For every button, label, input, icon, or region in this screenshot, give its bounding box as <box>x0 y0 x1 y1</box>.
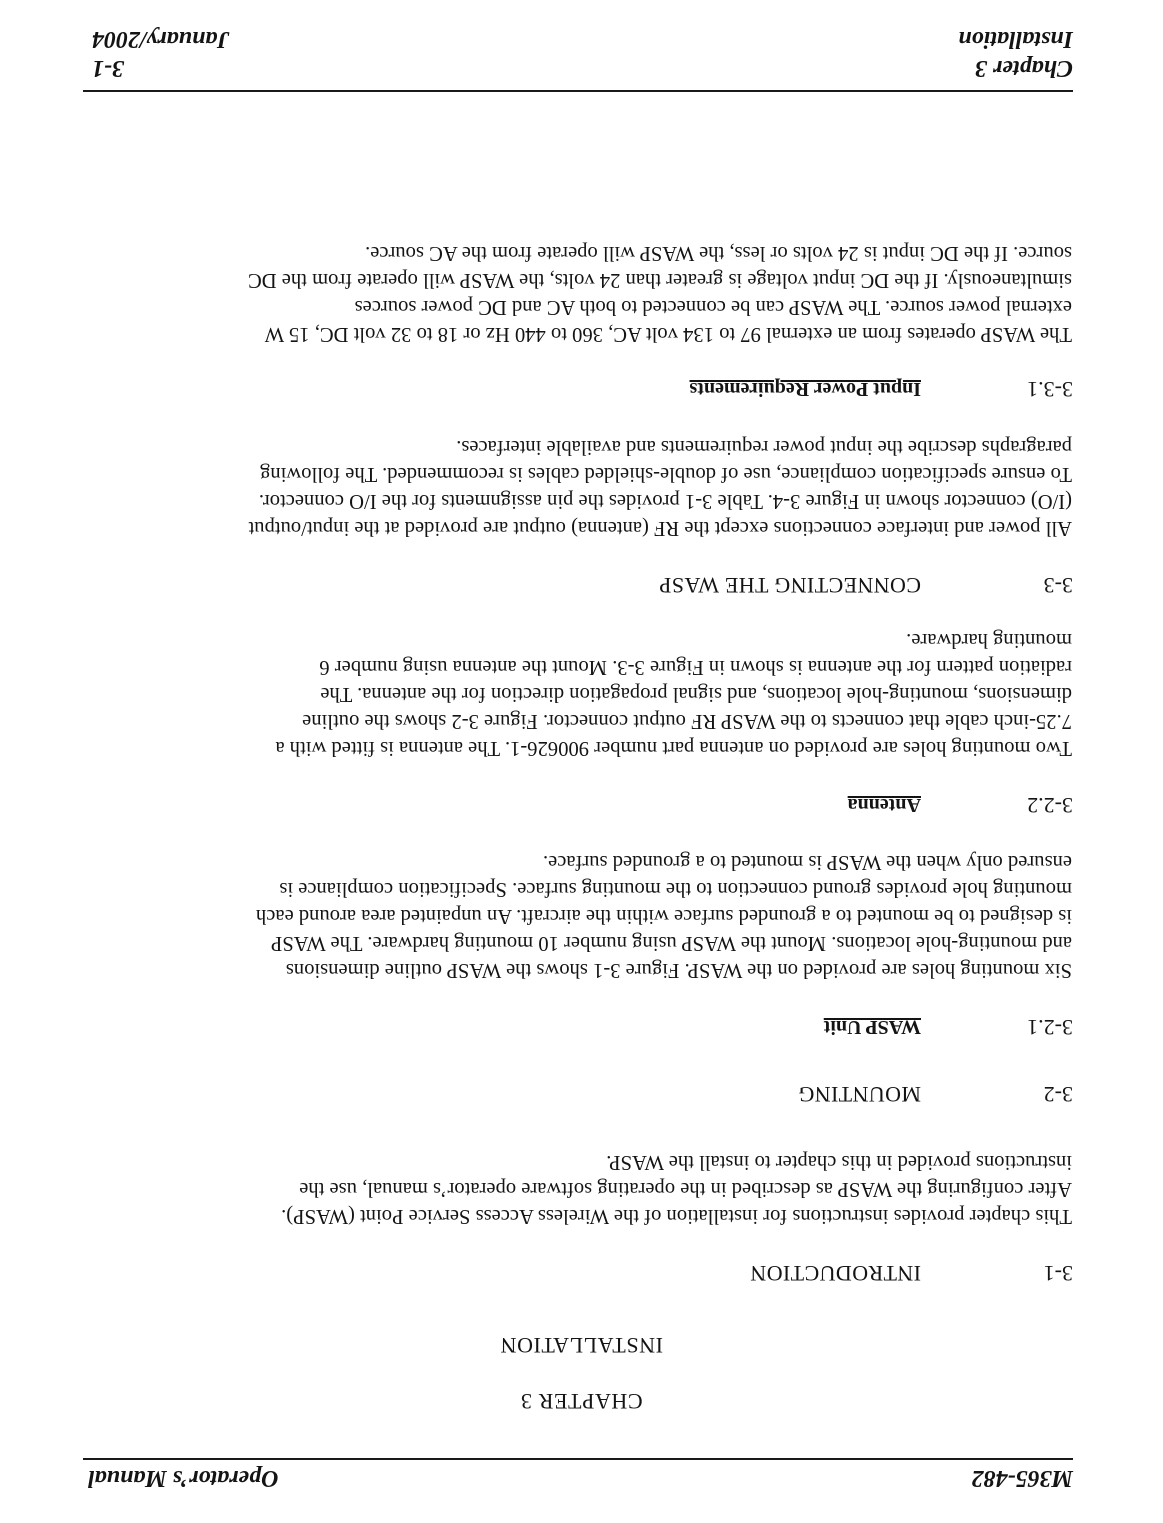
paragraph-introduction <box>92 1148 1072 1229</box>
section-number: 3-3 <box>1043 573 1073 598</box>
text-line: external power source. The WASP can be connected to both AC and DC power sources <box>354 296 1072 318</box>
section-number: 3-2 <box>1043 1082 1073 1107</box>
section-title: INTRODUCTION <box>749 1261 921 1286</box>
text-line: source. If the DC input is 24 volts or less, the WASP will operate from the AC source. <box>365 242 1072 264</box>
text-line: mounting hole provides ground connection to the mounting surface. Specification compliance is <box>279 878 1072 900</box>
section-title: MOUNTING <box>798 1082 921 1107</box>
text-line: After configuring the WASP as described in the operating software operator’s manual, use the <box>299 1178 1072 1200</box>
text-line: radiation pattern for the antenna is shown in Figure 3-3. Mount the antenna using number 6 <box>319 656 1072 678</box>
subsection-title: WASP Unit <box>823 1016 921 1038</box>
paragraph-wasp-unit <box>92 848 1072 983</box>
subsection-number: 3-2.1 <box>1027 1015 1073 1040</box>
paragraph-input-power <box>92 239 1072 347</box>
text-line: and mounting-hole locations. Mount the WASP using number 10 mounting hardware. The WASP <box>270 932 1072 954</box>
chapter-title: INSTALLATION <box>499 1333 664 1358</box>
subsection-number: 3-2.2 <box>1027 793 1073 818</box>
text-line: Six mounting holes are provided on the WASP. Figure 3-1 shows the WASP outline dimensions <box>285 959 1072 981</box>
paragraph-antenna <box>92 626 1072 761</box>
text-line: is designed to be mounted to a grounded surface within the aircraft. An unpainted area around each <box>255 905 1072 927</box>
footer-chapter-label: Chapter 3 <box>974 55 1073 81</box>
paragraph-connecting <box>92 433 1072 541</box>
section-title: CONNECTING THE WASP <box>658 573 921 598</box>
text-line: This chapter provides instructions for installation of the Wireless Access Service Point (WASP). <box>281 1205 1072 1227</box>
text-line: The WASP operates from an external 97 to 134 volt AC, 360 to 440 Hz or 18 to 32 volt DC, 15 W <box>264 323 1072 345</box>
section-number: 3-1 <box>1043 1261 1073 1286</box>
manual-title: Operator’s Manual <box>88 1465 279 1491</box>
text-line: Two mounting holes are provided on antenna part number 900626-1. The antenna is fitted with a <box>275 737 1072 759</box>
footer-chapter-name: Installation <box>958 26 1073 52</box>
text-line: dimensions, mounting-hole locations, and signal propagation direction for the antenna. The <box>320 683 1072 705</box>
text-line: paragraphs describe the input power requirements and available interfaces. <box>456 436 1072 458</box>
text-line: ensured only when the WASP is mounted to a grounded surface. <box>542 851 1072 873</box>
footer-date: January/2004 <box>92 26 230 52</box>
text-line: mounting hardware. <box>906 629 1072 651</box>
text-line: 7.25-inch cable that connects to the WASP RF output connector. Figure 3-2 shows the outline <box>302 710 1072 732</box>
doc-number: M365-482 <box>971 1465 1073 1491</box>
text-line: All power and interface connections except the RF (antenna) output are provided at the input/output <box>248 517 1072 539</box>
text-line: (I/O) connector shown in Figure 3-4. Table 3-1 provides the pin assignments for the I/O connector. <box>258 490 1072 512</box>
text-line: instructions provided in this chapter to install the WASP. <box>606 1151 1072 1173</box>
page-number: 3-1 <box>92 55 124 81</box>
footer-rule <box>83 90 1073 92</box>
text-line: simultaneously. If the DC input voltage is greater than 24 volts, the WASP will operate from the DC <box>248 269 1072 291</box>
subsection-title: Antenna <box>847 794 921 816</box>
text-line: To ensure specification compliance, use of double-shielded cables is recommended. The following <box>260 463 1072 485</box>
subsection-number: 3-3.1 <box>1027 377 1073 402</box>
chapter-label: CHAPTER 3 <box>520 1389 643 1414</box>
subsection-title: Input Power Requirements <box>689 378 921 400</box>
header-rule <box>83 1458 1073 1460</box>
